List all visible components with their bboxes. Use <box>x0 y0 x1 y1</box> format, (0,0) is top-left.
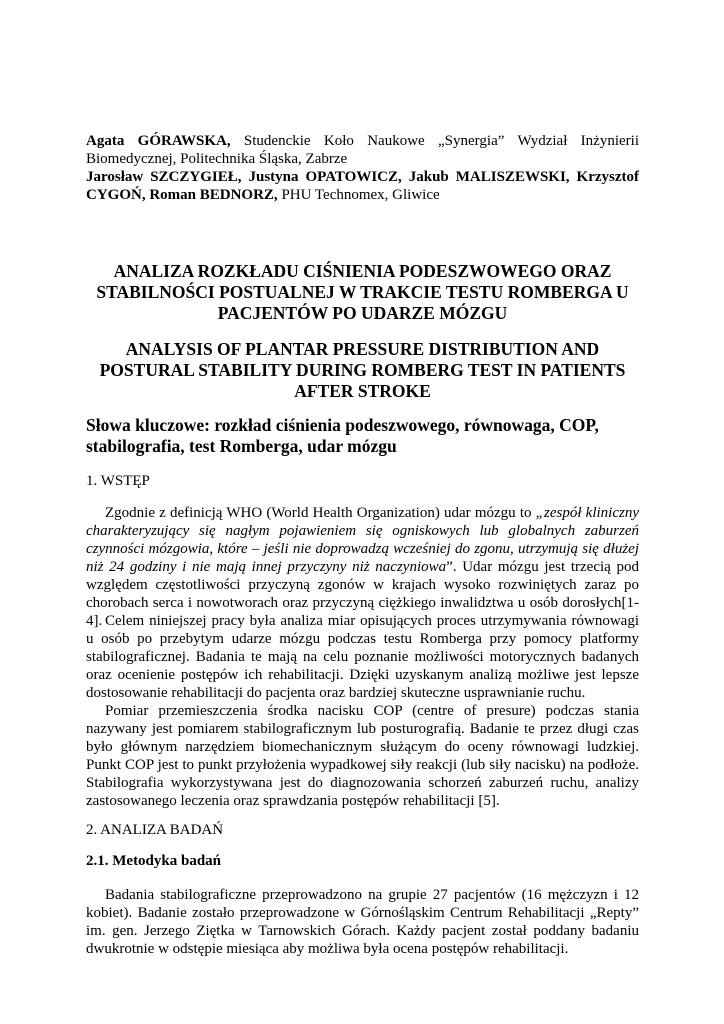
author-line-1 <box>86 132 639 168</box>
paragraph-text: Zgodnie z definicją WHO (World Health Organization) udar mózgu to <box>105 505 536 521</box>
author-line-2 <box>86 168 639 204</box>
title-english: ANALYSIS OF PLANTAR PRESSURE DISTRIBUTION AND POSTURAL STABILITY DURING ROMBERG TEST IN PATIENTS AFTER STROKE <box>99 339 626 401</box>
paragraph-intro-3: Pomiar przemieszczenia środka nacisku COP (centre of presure) podczas stania nazywany jest pomiarem stabilograficznym lub posturografią. Badanie te przez długi czas było głównym narzędziem biomechanicznym służącym do oceny równowagi ludzkiej. Punkt COP jest to punkt przyłożenia wypadkowej siły reakcji (lub siły nacisku) na podłoże. Stabilografia wykorzystywana jest do diagnozowania schorzeń zaburzeń ruchu, analizy zastosowanego leczenia oraz sprawdzania postępów rehabilitacji [5]. <box>86 703 639 809</box>
author-affiliation: PHU Technomex, Gliwice <box>277 187 440 203</box>
subsection-heading-method: 2.1. Metodyka badań <box>86 853 222 869</box>
paragraph-text: ”. Udar mózgu jest trzecią pod względem częstotliwości przyczyną zgonów w krajach wysoko rozwiniętych zaraz po chorobach serca i nowotworach oraz przyczyną ciężkiego inwalidztwa u osób dorosłych[1-4]. <box>86 559 639 629</box>
author-names: Jarosław SZCZYGIEŁ, Justyna OPATOWICZ, Jakub MALISZEWSKI, Krzysztof CYGOŃ, Roman BEDNORZ, <box>86 169 639 203</box>
authors-block <box>86 132 639 204</box>
author-affiliation: Studenckie Koło Naukowe „Synergia” Wydział Inżynierii Biomedycznej, Politechnika Śląska, Zabrze <box>86 133 639 167</box>
paragraph-method-1: Badania stabilograficzne przeprowadzono na grupie 27 pacjentów (16 mężczyzn i 12 kobiet). Badanie zostało przeprowadzone w Górnośląskim Centrum Rehabilitacji „Repty” im. gen. Jerzego Ziętka w Tarnowskich Górach. Każdy pacjent został poddany badaniu dwukrotnie w odstępie miesiąca aby możliwa była ocena postępów rehabilitacji. <box>86 887 639 957</box>
author-name: Agata GÓRAWSKA, <box>86 133 231 149</box>
keywords: Słowa kluczowe: rozkład ciśnienia podeszwowego, równowaga, COP, stabilografia, test Romberga, udar mózgu <box>86 415 599 456</box>
quote-definition: „zespół kliniczny charakteryzujący się nagłym pojawieniem się ogniskowych lub globalnych zaburzeń czynności mózgowia, które – jeśli nie doprowadzą wcześniej do zgonu, utrzymują się dłużej niż 24 godziny i nie mają innej przyczyny niż naczyniowa <box>86 505 639 575</box>
paragraph-intro-2: Celem niniejszej pracy była analiza miar opisujących proces utrzymywania równowagi u osób po przebytym udarze mózgu podczas testu Romberga przy pomocy platformy stabilograficznej. Badania te mają na celu poznanie możliwości motorycznych badanych oraz ocenienie postępów ich rehabilitacji. Dzięki uzyskanym analizą możliwe jest lepsze dostosowanie rehabilitacji do pacjenta oraz bardziej skuteczne usprawnianie ruchu. <box>86 613 639 701</box>
title-polish: ANALIZA ROZKŁADU CIŚNIENIA PODESZWOWEGO ORAZ STABILNOŚCI POSTUALNEJ W TRAKCIE TESTU ROMBERGA U PACJENTÓW PO UDARZE MÓZGU <box>96 261 629 323</box>
section-heading-intro: 1. WSTĘP <box>86 473 150 489</box>
section-heading-analysis: 2. ANALIZA BADAŃ <box>86 822 224 838</box>
